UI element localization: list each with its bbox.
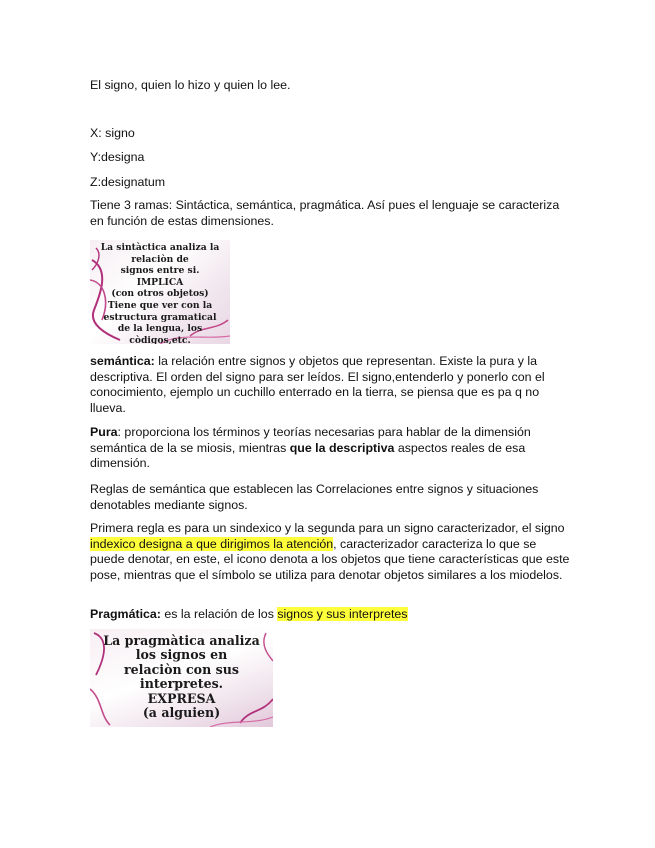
pragmatica-text: es la relación de los: [160, 607, 278, 621]
descriptiva-bold: que la descriptiva: [289, 440, 395, 455]
pragmatica-image-text: La pragmàtica analiza los signos en relaciòn con sus interpretes. EXPRESA (a alguien): [103, 633, 260, 721]
semantica-label: semántica:: [90, 354, 155, 368]
semantica-paragraph: [90, 354, 570, 416]
primera-text-2: , caracterizador caracteriza lo que se puede denotar, en este, el icono denota a los objetos que tiene características que este pose, mientras que el símbolo se utiliza para denotar objetos similares a los miodelos.: [90, 536, 570, 582]
x-line: X: signo: [90, 126, 135, 140]
z-line: Z:designatum: [90, 175, 166, 189]
pura-label: Pura: [90, 425, 118, 439]
primera-regla-paragraph: [90, 521, 570, 583]
ramas-paragraph: Tiene 3 ramas: Sintáctica, semántica, pragmática. Así pues el lenguaje se caracteriza en función de estas dimensiones.: [90, 198, 560, 228]
pragmatica-highlight: signos y sus interpretes: [277, 607, 408, 621]
reglas-paragraph: Reglas de semántica que establecen las Correlaciones entre signos y situaciones denotables mediante signos.: [90, 482, 539, 512]
primera-text-1: Primera regla es para un sindexico y la segunda para un signo caracterizador, el signo: [90, 521, 565, 535]
pura-text-1: : proporciona los términos y teorías necesarias para hablar de la dimensión semántica de la se miosis, mientras: [90, 425, 531, 455]
y-line: Y:designa: [90, 150, 145, 164]
pragmatica-label: Pragmática:: [90, 607, 161, 621]
pura-text-2: aspectos reales de esa dimensión.: [90, 440, 526, 471]
semantica-text: la relación entre signos y objetos que representan. Existe la pura y la descriptiva. El orden del signo para ser leídos. El signo,entenderlo y ponerlo con el conocimiento, ejemplo un cuchillo enterrado en la tierra, se piensa que es pa q no llueva.: [90, 354, 545, 415]
pragmatica-image: [90, 629, 273, 727]
primera-highlight: indexico designa a que dirigimos la atención: [90, 536, 334, 551]
sintactica-image-text: La sintàctica analiza la relaciòn de signos entre si. IMPLICA (con otros objetos) Tiene que ver con la estructura gramatical de la lengua, los còdigos,etc.: [100, 242, 220, 344]
pura-paragraph: [90, 425, 570, 472]
intro-line: El signo, quien lo hizo y quien lo lee.: [90, 78, 291, 92]
pragmatica-paragraph: [90, 607, 570, 623]
sintactica-image: [90, 240, 230, 344]
